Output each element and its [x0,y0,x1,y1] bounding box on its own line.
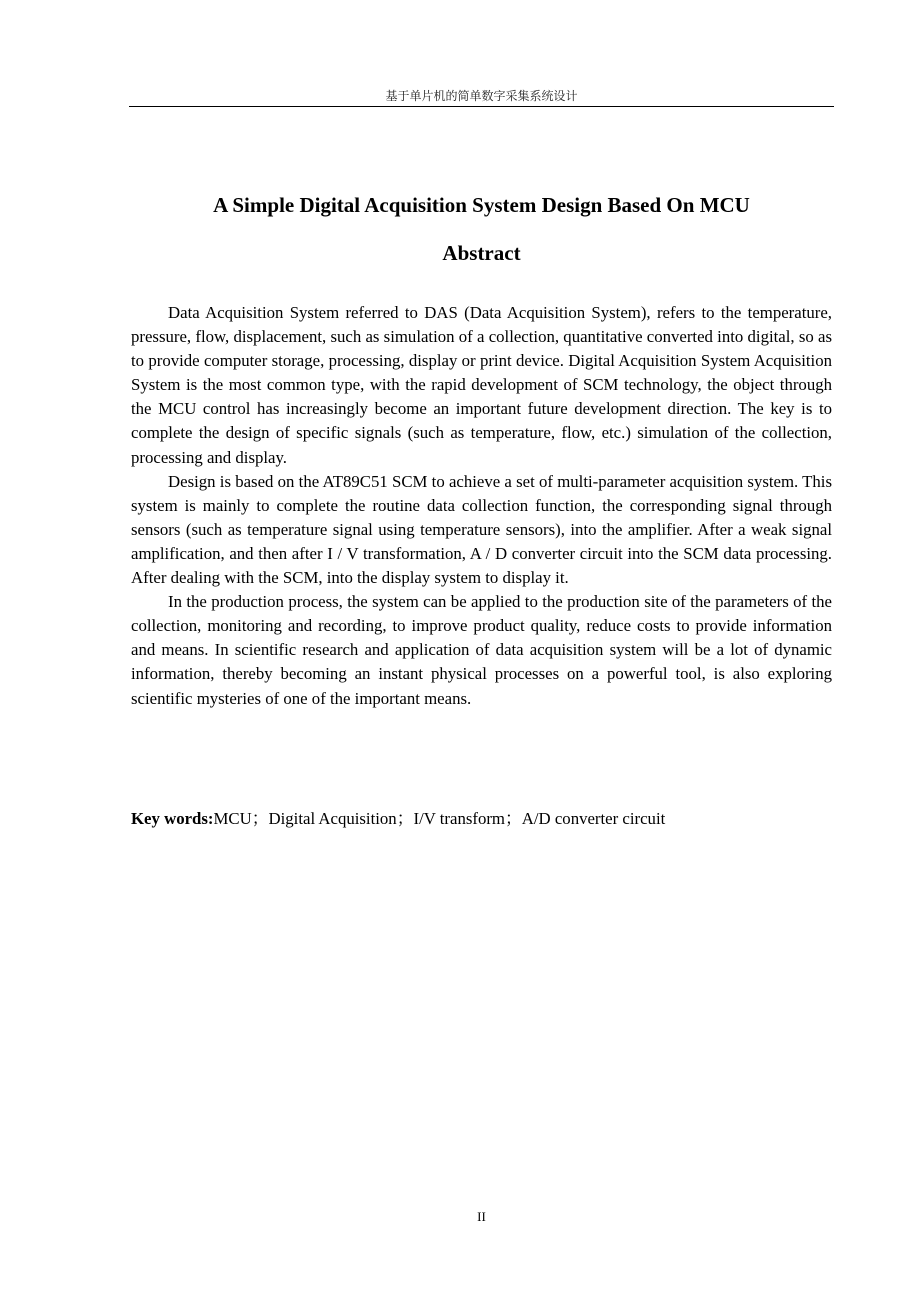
header-divider [129,106,834,107]
abstract-heading: Abstract [442,241,521,265]
document-title: A Simple Digital Acquisition System Design Based On MCU [213,193,750,217]
keywords-value: MCU；Digital Acquisition；I/V transform；A/D converter circuit [213,809,666,828]
keywords-label: Key words: [131,809,214,828]
running-header: 基于单片机的简单数字采集系统设计 [385,89,578,103]
abstract-body [131,301,832,711]
abstract-paragraph: Data Acquisition System referred to DAS (Data Acquisition System), refers to the temperature, pressure, flow, displacement, such as simulation of a collection, quantitative converted into digital, so as to provide computer storage, processing, display or print device. Digital Acquisition System Acquisition System is the most common type, with the rapid development of SCM technology, the object through the MCU control has increasingly become an important future development direction. The key is to complete the design of specific signals (such as temperature, flow, etc.) simulation of the collection, processing and display. [131,303,832,467]
abstract-paragraph: In the production process, the system can be applied to the production site of the parameters of the collection, monitoring and recording, to improve product quality, reduce costs to provide information and means. In scientific research and application of data acquisition system will be a lot of dynamic information, thereby becoming an instant physical processes on a powerful tool, is also exploring scientific mysteries of one of the important means. [131,592,832,708]
abstract-paragraph: Design is based on the AT89C51 SCM to achieve a set of multi-parameter acquisition system. This system is mainly to complete the routine data collection function, the corresponding signal through sensors (such as temperature signal using temperature sensors), into the amplifier. After a weak signal amplification, and then after I / V transformation, A / D converter circuit into the SCM data processing. After dealing with the SCM, into the display system to display it. [131,471,832,588]
page-number: II [477,1209,486,1224]
keywords-line [131,807,832,831]
